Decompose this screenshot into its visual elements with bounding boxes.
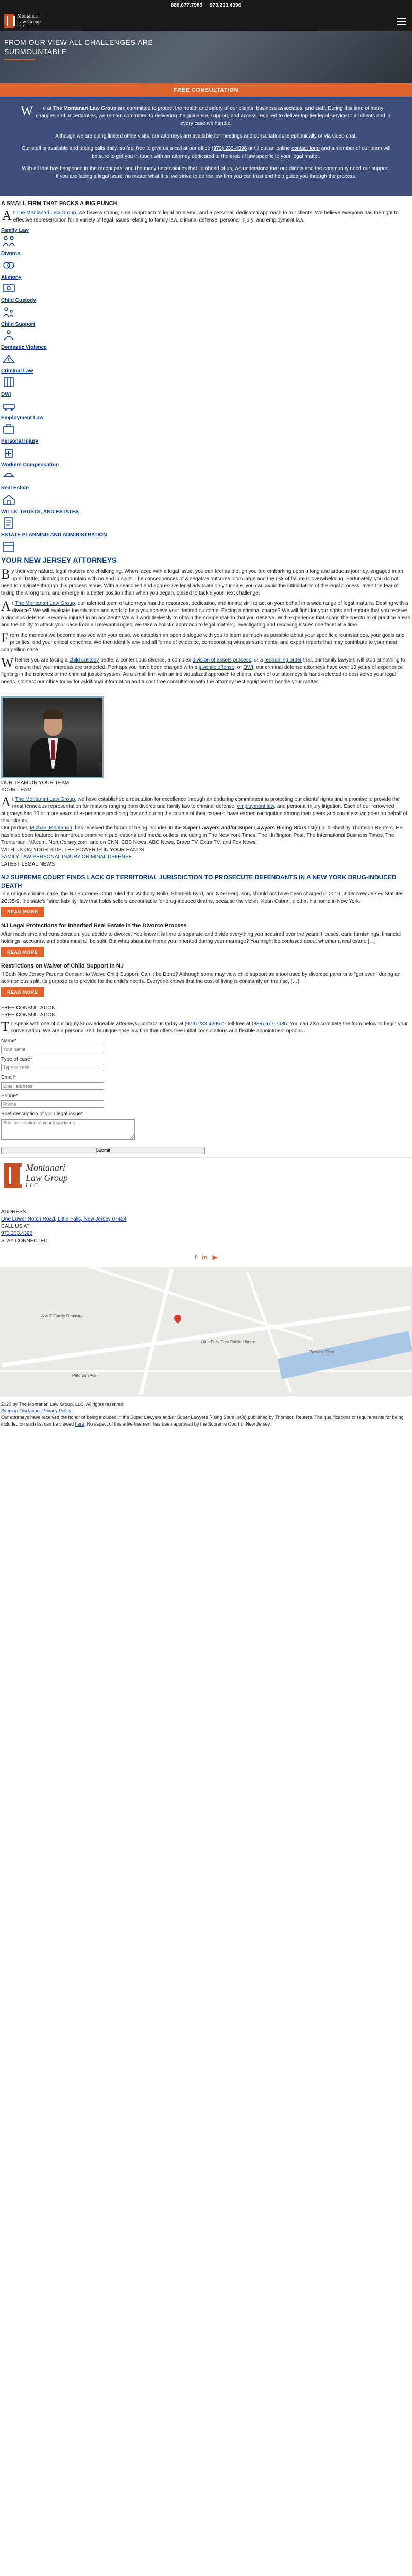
- attorneys-body: [0, 568, 412, 692]
- news-list: [0, 873, 412, 997]
- child-support-icon: [1, 329, 411, 341]
- practice-area-item: [1, 438, 411, 459]
- team-tagline: WITH US ON YOUR SIDE, THE POWER IS IN YOUR HANDS: [1, 846, 144, 853]
- covid-paragraph-1: W e at The Montanari Law Group are committed to protect the health and safety of our clients, business associates, and staff. During this time of many changes and uncertainties, we remain committed to delivering the guidance, support, and access required to deliver top tier legal service to all clients and in every case we handle.: [21, 104, 391, 126]
- workers-comp-icon: [1, 469, 411, 482]
- team-subheading: YOUR TEAM: [1, 787, 32, 793]
- intro-title: A SMALL FIRM THAT PACKS A BIG PUNCH: [1, 200, 117, 207]
- location-map[interactable]: [0, 1267, 412, 1396]
- practice-area-item: [1, 462, 411, 482]
- hero-accent-line: [4, 59, 35, 60]
- phone-label: Phone*: [1, 1093, 18, 1099]
- covid-paragraph-3: Our staff is available and taking calls daily, so feel free to give us a call at our office (973) 233-4396 or fill out an online contact form and a member of our team will be sure to get you in touch with an attorney dedicated to the area of law specific to your legal matter.: [21, 146, 391, 159]
- news-title[interactable]: NJ SUPREME COURT FINDS LACK OF TERRITORIAL JURISDICTION TO PROSECUTE DEFENDANTS IN A NEW YORK DRUG-INDUCED DEATH: [1, 873, 397, 889]
- practice-area-link[interactable]: Criminal Law: [1, 368, 33, 374]
- name-label: Name*: [1, 1038, 17, 1044]
- hero-title: FROM OUR VIEW ALL CHALLENGES ARE SURMOUNTABLE: [4, 38, 153, 56]
- division-of-assets-link[interactable]: division of assets process: [192, 657, 251, 663]
- practice-area-link[interactable]: Workers Compensation: [1, 462, 59, 468]
- name-field[interactable]: [1, 1046, 104, 1053]
- footer-logo-mark-icon: [4, 1163, 22, 1188]
- child-custody-link[interactable]: child custody: [69, 657, 99, 663]
- form-intro: To speak with one of our highly knowledgeable attorneys, contact us today at (973) 233-4396 or toll-free at (888) 677-7985. You can also complete the form below to begin your conversation. We are a personalized, boutique-style law firm that offers free initial consultations and flexible appointment options.: [1, 1019, 408, 1035]
- team-heading: OUR TEAM ON YOUR TEAM: [1, 779, 70, 786]
- dropcap: W: [21, 104, 33, 118]
- youtube-icon[interactable]: ▶: [212, 1253, 217, 1261]
- attorneys-paragraph-2: At The Montanari Law Group, our talented team of attorneys has the resources, dedication, and innate skill to act on your behalf in a wide range of legal matters. Dealing with a divorce? We will evaluate the situation and work to help you achieve your desired outcome. Facing a criminal charge? We will fight for your rights and ensure that you receive a vigorous defense. Severely injured in an accident? We will work tirelessly to obtain the compensation that you deserve. With experience that spans the spectrum of practice areas and the ability to attack your case from all relevant angles, we take a holistic approach to legal matters, investigating and resolving issues one facet at a time.: [1, 598, 410, 628]
- map-label-library: Little Falls Free Public Library: [201, 1339, 255, 1344]
- map-pin-icon[interactable]: [173, 1313, 183, 1324]
- hero-banner: [0, 31, 412, 83]
- social-links: [0, 1250, 412, 1264]
- case-type-label: Type of case*: [1, 1056, 32, 1062]
- practice-area-item: [1, 509, 411, 529]
- map-label-river: Passaic River: [309, 1349, 334, 1354]
- practice-area-link[interactable]: WILLS, TRUSTS, AND ESTATES: [1, 509, 79, 515]
- map-label-dentistry: A to Z Family Dentistry: [41, 1313, 83, 1318]
- dropcap: A: [1, 598, 11, 614]
- practice-area-item: [1, 250, 411, 271]
- covid-paragraph-2: Although we are doing limited office visits, our attorneys are available for meetings and consultations telephonically or via video chat.: [55, 133, 357, 139]
- practice-area-item: [1, 368, 411, 388]
- address-label: ADDRESS: [1, 1209, 26, 1215]
- dropcap: T: [1, 1019, 9, 1035]
- description-label: Brief description of your legal issue*: [1, 1111, 83, 1117]
- super-lawyers-here-link[interactable]: here: [75, 1421, 84, 1427]
- linkedin-icon[interactable]: in: [202, 1253, 208, 1261]
- attorneys-paragraph-4: Whether you are facing a child custody battle, a contentious divorce, a complex division of assets process, or a restraining order trial, our family lawyers will stop at nothing to ensure that your interests are protected. Perhaps you have been charged with a juvenile offense, or DWI; our criminal defense attorneys have over 10 years of experience fighting in the trenches of the criminal justice system. As a small firm with an individualized approach to clients, each of our attorneys is hand-selected to best serve your legal needs. Contact our office today for additional information and a cost-free consultation with the attorney best equipped to handle your matter.: [1, 655, 405, 685]
- map-label-road: Paterson Ave: [72, 1372, 97, 1378]
- practice-area-link[interactable]: Domestic Violence: [1, 345, 47, 351]
- logo-line-1: Montanari: [17, 13, 39, 19]
- intro-section: [0, 200, 412, 227]
- latest-news-heading: LATEST LEGAL NEWS: [1, 861, 55, 867]
- site-header: [0, 11, 412, 31]
- news-item: [1, 922, 411, 957]
- practice-area-link[interactable]: Child Support: [1, 321, 36, 327]
- practice-area-item: [1, 391, 411, 412]
- news-title[interactable]: NJ Legal Protections for Inherited Real Estate in the Divorce Process: [1, 923, 187, 929]
- privacy-policy-link[interactable]: Privacy Policy: [42, 1408, 72, 1414]
- site-logo[interactable]: [4, 13, 41, 29]
- call-label: CALL US AT: [1, 1223, 30, 1229]
- practice-area-item: [1, 274, 411, 295]
- covid-contact-form-link[interactable]: contact form: [291, 146, 320, 151]
- team-section: [0, 778, 412, 871]
- news-item: [1, 873, 411, 918]
- criminal-law-icon: [1, 376, 411, 388]
- footer-phone-link[interactable]: 973.233.4396: [1, 1230, 33, 1236]
- footer-logo-line-2: Law Group: [26, 1172, 68, 1183]
- intro-text: At The Montanari Law Group, we have a strong, small approach to legal problems, and a personal, dedicated approach to our clients. We believe everyone has the right to effective representation for a variety of legal issues relating to family law, criminal defense, personal injury, and employment law.: [2, 208, 399, 223]
- news-title[interactable]: Restrictions on Waiver of Child Support in NJ: [1, 963, 124, 970]
- footer-logo-area: [0, 1157, 412, 1204]
- attorneys-paragraph-3: From the moment we become involved with your case, we establish an open dialogue with you to learn as much as possible about your specific circumstances, your goals and priorities, and your critical concerns. We then identify any and all forms of evidence, corroborating witness statements, and expert reports that may contribute to your most compelling case.: [1, 630, 405, 653]
- practice-area-link[interactable]: Family Law: [1, 227, 29, 233]
- dropcap: A: [1, 794, 11, 809]
- practice-area-link[interactable]: Personal Injury: [1, 438, 39, 445]
- news-excerpt: If Both New Jersey Parents Consent to Waive Child Support, Can it be Done? Although some may view child support as a tool used by divorced parents to "get even" during an acrimonious split, its purpose is to provide for the child's needs. Everyone knows that the cost of living is constantly on the rise, […]: [1, 972, 401, 985]
- sitemap-link[interactable]: Sitemap: [1, 1408, 19, 1414]
- dropcap: B: [1, 566, 10, 582]
- dropcap: F: [1, 630, 9, 646]
- address-link[interactable]: One Lower Notch Road, Little Falls, New Jersey 07424: [1, 1216, 127, 1222]
- phone-link-tollfree[interactable]: 888.677.7985: [170, 3, 202, 9]
- read-more-button[interactable]: READ MORE: [1, 987, 44, 997]
- dropcap: W: [1, 655, 14, 670]
- practice-area-link[interactable]: DWI: [1, 392, 11, 398]
- dwi-icon: [1, 399, 411, 412]
- logo-suffix: L.L.C.: [17, 24, 27, 28]
- practice-area-item: [1, 297, 411, 318]
- covid-phone-link[interactable]: (973) 233-4396: [211, 146, 247, 151]
- dwi-link[interactable]: DWI: [243, 664, 253, 670]
- attorneys-title: YOUR NEW JERSEY ATTORNEYS: [1, 555, 117, 564]
- form-tollfree-phone-link[interactable]: (888) 677-7985: [251, 1021, 287, 1027]
- top-phone-bar: [0, 0, 412, 11]
- footer-logo-suffix: L.L.C.: [26, 1183, 39, 1189]
- news-excerpt: In a unique criminal case, the NJ Supreme Court ruled that Anthony Rollo, Shameik Byrd, and Noel Ferguson, should not have been charged in 2016 under New Jersey Statutes 2C:35-9, the state's "strict liability" law that holds sellers accountable for drug-induced deaths, because the victim, Kean Cabral, died at his home in New York.: [1, 891, 404, 904]
- footer-logo-text: [26, 1163, 68, 1189]
- logo-mark-icon: [4, 14, 14, 28]
- practice-area-item: [1, 415, 411, 435]
- attorneys-paragraph-1: By their very nature, legal matters are challenging. When faced with a legal issue, you can feel as though you are embarking upon a long and arduous journey, engaged in an uphill battle, climbing a mountain with no end in sight. The consequences of a negative outcome loom large and the risk of failure is overwhelming. Fortunately, you do not need to navigate through this process alone. With a seasoned and aggressive legal advocate on your side, you can avoid the intimidation of the legal process, avert the fear of taking the wrong turn, and emerge in a better position than when you began, poised to tackle your next challenge.: [1, 566, 403, 596]
- footer-contact: [0, 1204, 412, 1250]
- footer-links: [1, 1408, 411, 1414]
- domestic-violence-icon: [1, 352, 411, 365]
- disclaimer-link[interactable]: Disclaimer: [19, 1408, 41, 1414]
- form-office-phone-link[interactable]: (973) 233-4396: [184, 1021, 220, 1027]
- practice-area-item: [1, 321, 411, 342]
- email-label: Email*: [1, 1075, 16, 1081]
- news-excerpt: After much time and consideration, you decide to divorce. You know it is time to separate and divide everything you acquired over the years. Houses, cars, furnishings, financial holdings, accounts, and debts must all be split. But what about the home you inherited during your marriage? You might be confused about whether a real estate […]: [1, 931, 401, 944]
- menu-toggle-icon[interactable]: [397, 18, 406, 25]
- practice-area-link[interactable]: Employment Law: [1, 415, 44, 421]
- free-consultation-button[interactable]: FREE CONSULTATION: [0, 83, 412, 97]
- employment-law-icon: [1, 422, 411, 435]
- real-estate-icon: [1, 493, 411, 505]
- practice-links-line[interactable]: FAMILY LAW PERSONAL INJURY CRIMINAL DEFENSE: [1, 854, 132, 860]
- practice-area-link[interactable]: Divorce: [1, 251, 20, 257]
- restraining-order-link[interactable]: restraining order: [264, 657, 302, 663]
- juvenile-offense-link[interactable]: juvenile offense: [198, 664, 235, 670]
- practice-area-link[interactable]: ESTATE PLANNING AND ADMINISTRATION: [1, 532, 107, 538]
- phone-field[interactable]: [1, 1100, 104, 1108]
- dropcap: A: [2, 208, 12, 223]
- attorneys-firm-link[interactable]: The Montanari Law Group: [15, 600, 75, 606]
- read-more-button[interactable]: READ MORE: [1, 907, 44, 917]
- child-custody-icon: [1, 306, 411, 318]
- form-heading-1: FREE CONSULTATION: [1, 1005, 56, 1011]
- wills-icon: [1, 516, 411, 529]
- logo-text: [17, 13, 41, 29]
- family-icon: [1, 235, 411, 247]
- alimony-icon: [1, 282, 411, 294]
- logo-line-2: Law Group: [17, 19, 41, 25]
- divorce-icon: [1, 259, 411, 271]
- copyright: 2020 by The Montanari Law Group, LLC. All rights reserved: [1, 1401, 123, 1407]
- consultation-form-section: [0, 1003, 412, 1142]
- covid-paragraph-4: With all that has happened in the recent past and the many uncertainties that lie ahead of us, we understand that our clients and the community need our support. If you are facing a legal issue, no matter what it is, we strive to be the law firm you can trust and help guide you through the process.: [22, 166, 390, 179]
- description-field[interactable]: [1, 1119, 135, 1140]
- covid-notice: [0, 97, 412, 196]
- estate-planning-icon: [1, 540, 411, 552]
- phone-link-office[interactable]: 973.233.4396: [210, 3, 242, 9]
- team-firm-link[interactable]: The Montanari Law Group: [15, 796, 75, 802]
- practice-area-item: [1, 485, 411, 505]
- footer-logo[interactable]: [4, 1163, 408, 1189]
- news-item: [1, 962, 411, 997]
- personal-injury-icon: [1, 446, 411, 459]
- practice-area-link[interactable]: Alimony: [1, 274, 22, 280]
- practice-area-item: [1, 227, 411, 248]
- attorney-photo: [1, 696, 104, 778]
- facebook-icon[interactable]: f: [195, 1253, 197, 1261]
- employment-law-link[interactable]: employment law: [237, 803, 274, 809]
- read-more-button[interactable]: READ MORE: [1, 947, 44, 957]
- submit-button[interactable]: Submit: [1, 1147, 205, 1154]
- footer-logo-line-1: Montanari: [26, 1162, 66, 1173]
- case-type-field[interactable]: [1, 1064, 104, 1071]
- practice-area-link[interactable]: Child Custody: [1, 298, 36, 304]
- practice-area-link[interactable]: Real Estate: [1, 485, 29, 492]
- practice-area-item: [1, 532, 411, 552]
- stay-connected-label: STAY CONNECTED: [1, 1238, 48, 1244]
- footer-legal: [0, 1399, 412, 1433]
- team-paragraph-1: At The Montanari Law Group, we have established a reputation for excellence through an enduring commitment to protecting our clients' rights and a promise to provide the most tenacious representation for matters ranging from divorce and family law to criminal defense, employment law, and personal injury litigation. Each of our renowned attorneys has 10 or more years of experience practicing law and during the course of their careers, have earned recognition among their peers and countless victories on behalf of their clients.: [1, 794, 407, 824]
- team-paragraph-2: Our partner, Michael Montanari, has received the honor of being included in the Super Lawyers and/or Super Lawyers Rising Stars list(s) published by Thomson Reuters. He has also been featured in numerous prominent publications and media outlets, including in The New York Times, The Huffington Post, The International Business Times, The Trentonian, NJ.com, NorthJersey.com, and on CNN, CBS News, ABC News, Bravo TV, Extra TV, and Fox News.: [1, 825, 403, 845]
- email-field[interactable]: [1, 1082, 104, 1090]
- michael-montanari-link[interactable]: Michael Montanari: [30, 825, 72, 831]
- intro-firm-link[interactable]: The Montanari Law Group: [16, 210, 76, 216]
- practice-areas-list: [0, 227, 412, 552]
- super-lawyers-notice: Our attorneys have received the honor of being included in the Super Lawyers and/or Super Lawyers Rising Stars list(s) published by Thomson Reuters. The qualifications or requirements for being included on such list can be viewed here. No aspect of this advertisement has been approved by the Supreme Court of New Jersey.: [1, 1414, 404, 1427]
- form-heading-2: FREE CONSULTATION: [1, 1012, 56, 1018]
- practice-area-item: [1, 344, 411, 365]
